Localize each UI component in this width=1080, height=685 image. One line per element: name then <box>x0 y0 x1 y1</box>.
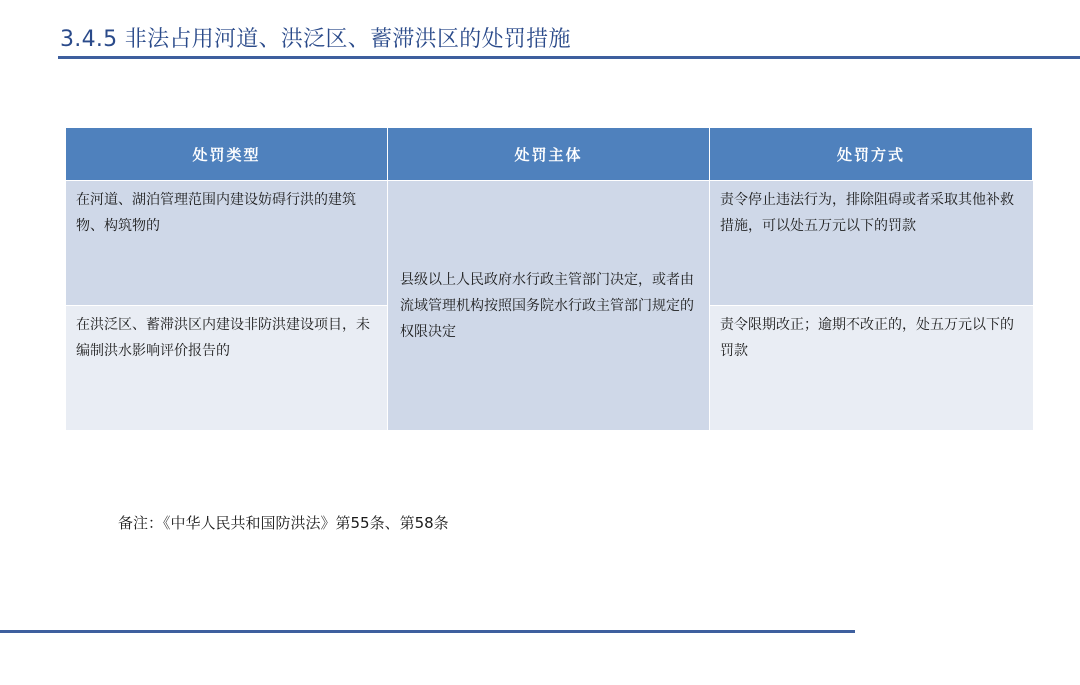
title-divider <box>58 56 1080 59</box>
penalty-table <box>66 128 1033 430</box>
header-penalty-type: 处罚类型 <box>66 128 388 180</box>
row2-method-cell: 责令限期改正；逾期不改正的，处五万元以下的罚款 <box>710 305 1033 430</box>
footnote: 备注：《中华人民共和国防洪法》第55条、第58条 <box>118 514 449 532</box>
authority-text: 县级以上人民政府水行政主管部门决定，或者由流域管理机构按照国务院水行政主管部门规定的权限决定 <box>400 271 694 340</box>
row2-type-cell: 在洪泛区、蓄滞洪区内建设非防洪建设项目，未编制洪水影响评价报告的 <box>66 305 388 430</box>
header-penalty-method: 处罚方式 <box>710 128 1033 180</box>
row1-type-cell: 在河道、湖泊管理范围内建设妨碍行洪的建筑物、构筑物的 <box>66 180 388 305</box>
authority-cell <box>388 180 710 430</box>
header-penalty-authority: 处罚主体 <box>388 128 710 180</box>
bottom-divider <box>0 630 855 633</box>
slide-title: 3.4.5 非法占用河道、洪泛区、蓄滞洪区的处罚措施 <box>60 27 571 52</box>
row1-method-cell: 责令停止违法行为，排除阻碍或者采取其他补救措施，可以处五万元以下的罚款 <box>710 180 1033 305</box>
